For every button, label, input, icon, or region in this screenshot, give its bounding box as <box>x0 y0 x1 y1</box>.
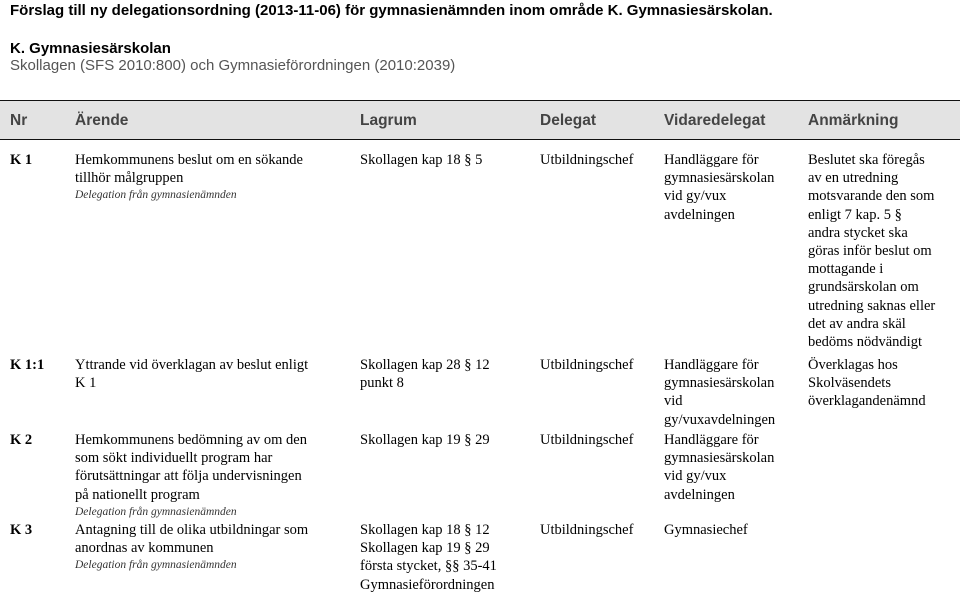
arende-line: K 1 <box>75 375 97 392</box>
lagrum-line: Skollagen kap 18 § 12 <box>360 522 490 538</box>
anmarkning-line: utredning saknas eller <box>808 297 936 314</box>
row-anmarkning <box>808 356 926 411</box>
anmarkning-line: överklagandenämnd <box>808 393 926 410</box>
vidaredelegat-line: Handläggare för <box>664 152 759 168</box>
arende-line: Antagning till de olika utbildningar som <box>75 522 309 538</box>
lagrum-line: Skollagen kap 28 § 12 <box>360 357 490 373</box>
row-arende <box>75 151 303 204</box>
row-delegat: Utbildningschef <box>540 432 634 448</box>
vidaredelegat-line: gymnasiesärskolan <box>664 450 775 467</box>
header-vidaredelegat: Vidaredelegat <box>664 112 766 129</box>
row-lagrum <box>360 356 490 392</box>
lagrum-line: Skollagen kap 18 § 5 <box>360 152 483 168</box>
anmarkning-line: mottagande i <box>808 261 884 278</box>
vidaredelegat-line: vid gy/vux <box>664 188 727 205</box>
vidaredelegat-line: avdelningen <box>664 206 735 223</box>
table-header-row <box>0 100 960 140</box>
document-title: Förslag till ny delegationsordning (2013-11-06) för gymnasienämnden inom område K. Gymnasiesärskolan. <box>10 2 773 19</box>
arende-line: Hemkommunens beslut om en sökande <box>75 152 303 168</box>
vidaredelegat-line: gymnasiesärskolan <box>664 170 775 187</box>
arende-line: Yttrande vid överklagan av beslut enligt <box>75 357 309 373</box>
header-arende: Ärende <box>75 112 129 129</box>
anmarkning-line: enligt 7 kap. 5 § <box>808 206 902 223</box>
anmarkning-line: Skolväsendets <box>808 375 891 392</box>
arende-line: tillhör målgruppen <box>75 170 184 187</box>
arende-line: Hemkommunens bedömning av om den <box>75 432 307 448</box>
section-title: K. Gymnasiesärskolan <box>10 40 171 57</box>
anmarkning-line: Överklagas hos <box>808 357 898 373</box>
row-arende <box>75 431 307 521</box>
header-lagrum: Lagrum <box>360 112 417 129</box>
header-anmarkning: Anmärkning <box>808 112 899 129</box>
header-delegat: Delegat <box>540 112 596 129</box>
delegation-note: Delegation från gymnasienämnden <box>75 505 237 518</box>
row-nr: K 1:1 <box>10 357 45 373</box>
anmarkning-line: motsvarande den som <box>808 188 935 205</box>
row-nr: K 3 <box>10 522 33 538</box>
row-vidaredelegat <box>664 521 748 539</box>
anmarkning-line: göras inför beslut om <box>808 243 932 260</box>
anmarkning-line: bedöms nödvändigt <box>808 334 922 351</box>
row-delegat: Utbildningschef <box>540 522 634 538</box>
row-arende <box>75 521 308 574</box>
arende-line: som sökt individuellt program har <box>75 450 273 467</box>
header-nr: Nr <box>10 112 28 129</box>
row-lagrum <box>360 151 482 169</box>
row-lagrum <box>360 431 490 449</box>
delegation-note: Delegation från gymnasienämnden <box>75 559 237 572</box>
lagrum-line: första stycket, §§ 35-41 <box>360 558 497 575</box>
anmarkning-line: Beslutet ska föregås <box>808 152 925 168</box>
anmarkning-line: andra stycket ska <box>808 224 908 241</box>
lagrum-line: punkt 8 <box>360 375 404 392</box>
row-arende <box>75 356 308 392</box>
row-lagrum <box>360 521 497 594</box>
vidaredelegat-line: Handläggare för <box>664 432 759 448</box>
row-delegat: Utbildningschef <box>540 152 634 168</box>
row-nr: K 1 <box>10 152 33 168</box>
lagrum-line: Gymnasieförordningen <box>360 576 495 593</box>
row-vidaredelegat <box>664 151 774 224</box>
lagrum-line: Skollagen kap 19 § 29 <box>360 540 490 557</box>
vidaredelegat-line: vid gy/vux <box>664 468 727 485</box>
vidaredelegat-line: gy/vuxavdelningen <box>664 411 776 428</box>
anmarkning-line: av en utredning <box>808 170 899 187</box>
vidaredelegat-line: gymnasiesärskolan <box>664 375 775 392</box>
vidaredelegat-line: vid <box>664 393 683 410</box>
row-anmarkning <box>808 151 935 351</box>
anmarkning-line: det av andra skäl <box>808 315 906 332</box>
row-vidaredelegat <box>664 356 775 429</box>
arende-line: anordnas av kommunen <box>75 540 214 557</box>
section-subtitle: Skollagen (SFS 2010:800) och Gymnasieförordningen (2010:2039) <box>10 57 456 74</box>
arende-line: på nationellt program <box>75 486 200 503</box>
row-vidaredelegat <box>664 431 774 504</box>
lagrum-line: Skollagen kap 19 § 29 <box>360 432 490 448</box>
delegation-note: Delegation från gymnasienämnden <box>75 189 237 202</box>
vidaredelegat-line: Gymnasiechef <box>664 522 748 538</box>
row-delegat: Utbildningschef <box>540 357 634 373</box>
vidaredelegat-line: Handläggare för <box>664 357 759 373</box>
anmarkning-line: grundsärskolan om <box>808 279 919 296</box>
vidaredelegat-line: avdelningen <box>664 486 735 503</box>
arende-line: förutsättningar att följa undervisningen <box>75 468 302 485</box>
row-nr: K 2 <box>10 432 33 448</box>
